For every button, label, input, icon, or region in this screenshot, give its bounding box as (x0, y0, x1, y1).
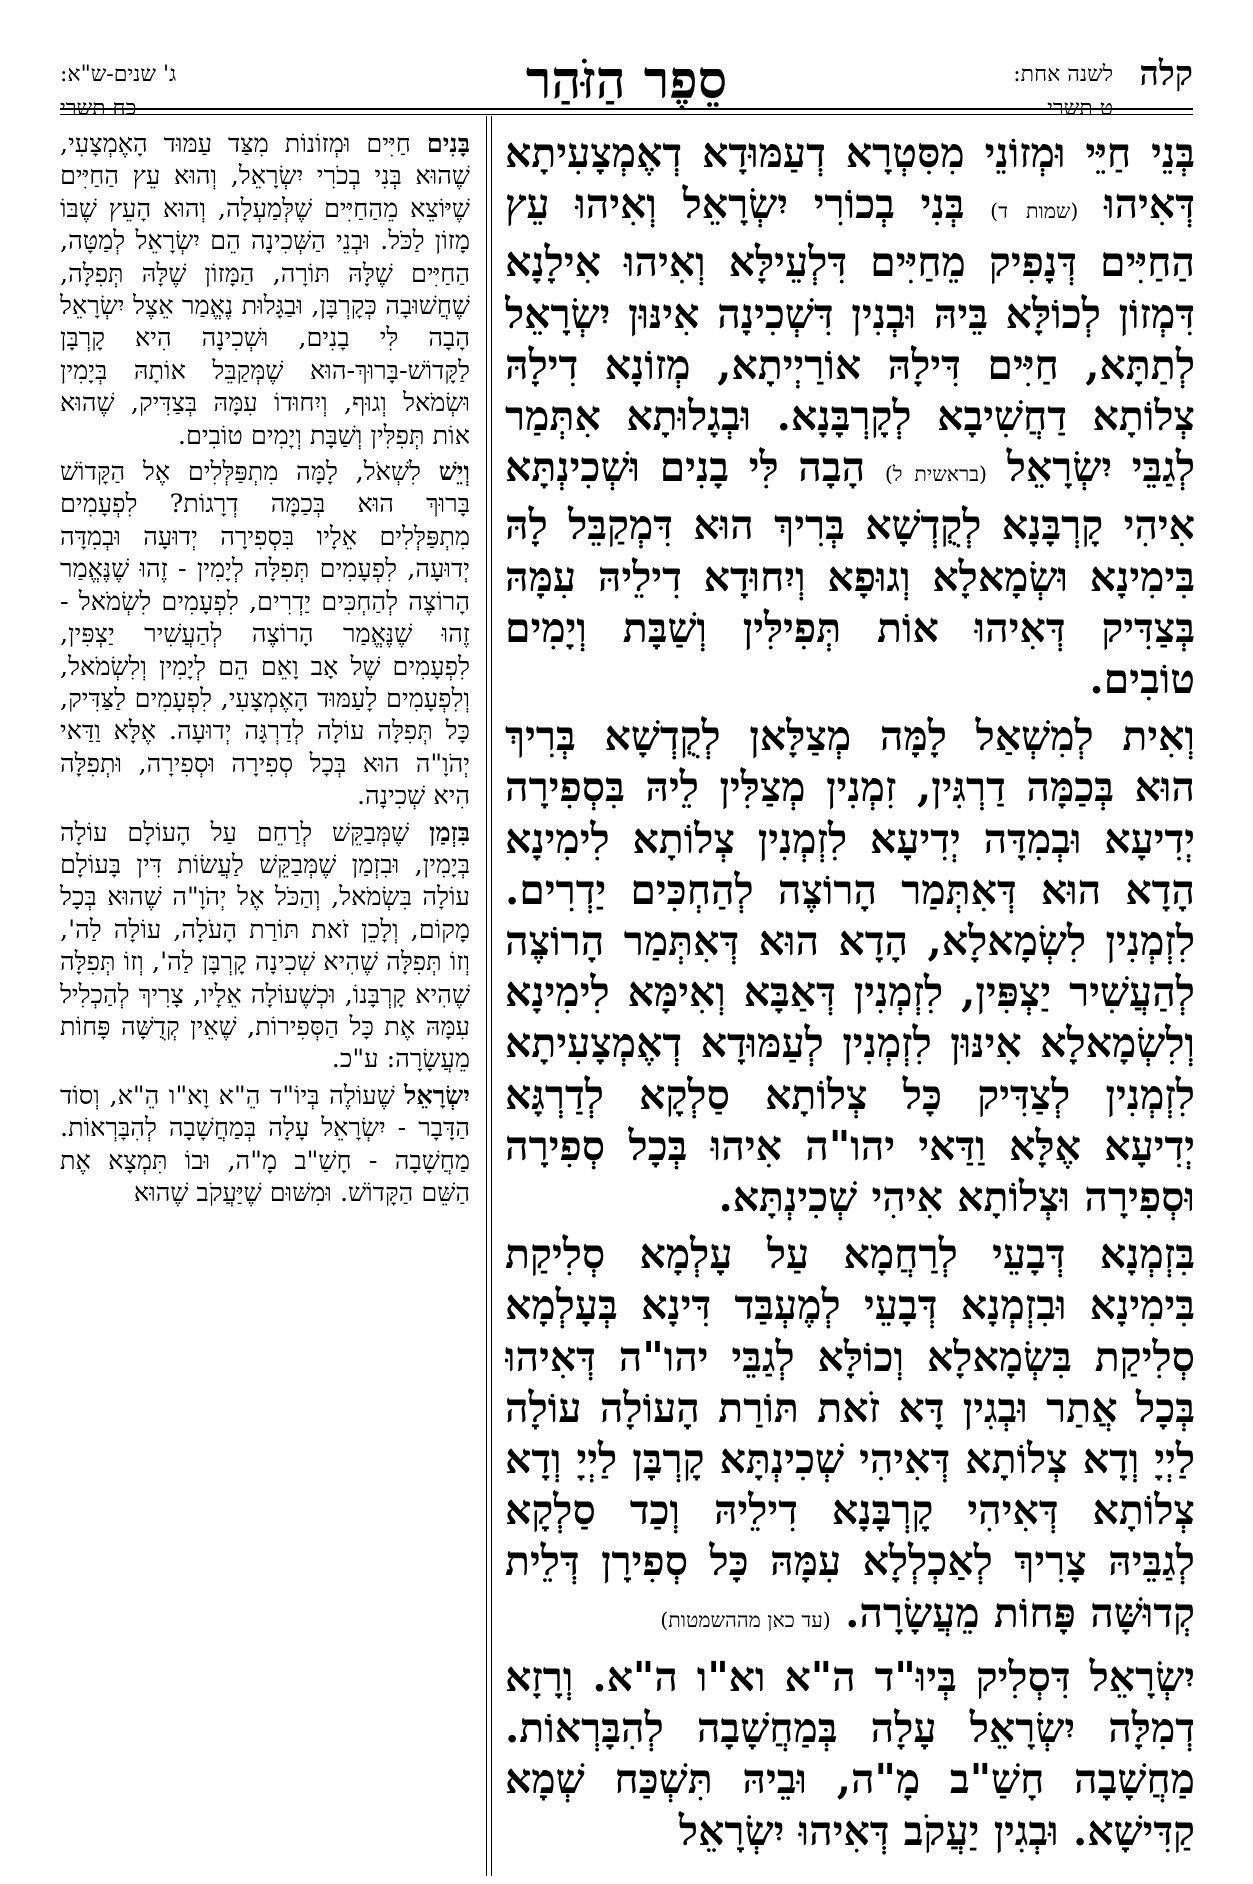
schedule-one-year-label: לשנה אחת: (1013, 62, 1113, 87)
page-header (60, 40, 1193, 130)
paragraph-lead-word: בִּזְמַן (428, 817, 470, 848)
book-title: סֵפֶר הַזֹּהַר (525, 50, 728, 111)
main-paragraph (505, 711, 1195, 1223)
paragraph-lead-word: יִשְׂרָאֵל (1089, 1652, 1195, 1701)
main-paragraph (505, 1229, 1195, 1646)
paragraph-text: בְּנִי בְכוֹרִי יִשְׂרָאֵל וְאִיהוּ עֵץ הַחַיִּים דְּנָפִיק מֵחַיִּים דִּלְעֵילָּא וְאִיהוּ אִילָנָא דִּמְזוֹן לְכוֹלָּא בֵּיהּ וּבְנִין דִּשְׁכִינָה אִינּוּן יִשְׂרָאֵל לְתַתָּא, חַיִּים דִּילָהּ אוֹרַיְיתָא, מְזוֹנָא דִילָהּ צְלוֹתָא דַחֲשִׁיבָא לְקָרְבָּנָא. וּבְגָלוּתָא אִתְּמַר לְגַבֵּי יִשְׂרָאֵל (505, 180, 1195, 492)
schedule-three-years-label: ג' שנים-ש"א: (60, 62, 177, 87)
paragraph-lead-word: וְיֵשׁ (438, 457, 470, 488)
page-number: קלה (1139, 54, 1193, 94)
side-paragraph (60, 456, 470, 812)
paragraph-lead-word: בָּנִים (426, 129, 470, 159)
paragraph-text: שֶׁעוֹלֶה בְּיוֹ"ד הֵ"א וָא"ו הֵ"א, וְסוֹד הַדָּבָר - יִשְׂרָאֵל עָלָה בְּמַחֲשָׁבָה לְהִבָּרְאוֹת. מַחֲשָׁבָה - חָשַׁ"ב מָ"ה, וּבוֹ תִּמְצָא אֶת הַשֵּׁם הַקָּדוֹשׁ. וּמִשּׁוּם שֶׁיַּעֲקֹב שֶׁהוּא (60, 1080, 470, 1208)
paragraph-text: הָבָה לִּי בָנִים וּשְׁכִינְתָּא אִיהִי קָרְבָּנָא לְקֻדְשָׁא בְּרִיךְ הוּא דִּמְקַבֵּל לָהּ בִּימִינָא וּשְׂמָאלָא וְגוּפָא וְיִחוּדָא דִילֵיהּ עִמָּהּ בְּצַדִּיק דְּאִיהוּ אוֹת תְּפִילִּין וְשַׁבָּת וְיָמִים טוֹבִים. (505, 443, 1195, 704)
omission-note: (עד כאן מההשמטות) (660, 1607, 831, 1632)
header-rule (60, 108, 1193, 110)
paragraph-text: לְמִשְׁאַל לָמָּה מְצַלָּאן לְקֻדְשָׁא בְּרִיךְ הוּא בְּכַמָּה דַרְגִּין, זִמְנִין מְצַלִּין לֵיהּ בִּסְפִירָה יְדִיעָא וּבְמִדָּה יְדִיעָא לִזְמְנִין צְלוֹתָא לִימִינָא הָדָא הוּא דְּאִתְּמַר הָרוֹצֶה לְהַחְכִּים יַדְרִים. לִזְמְנִין לִשְׂמָאלָא, הָדָא הוּא דְּאִתְּמַר הָרוֹצֶה לְהַעֲשִׁיר יַצְפִּין, לִזְמְנִין דְּאַבָּא וְאִימָּא לִימִינָא וְלִשְׂמָאלָא אִינּוּן לִזְמְנִין לְעַמּוּדָא דְאֶמְצָעִיתָא לִזְמְנִין לְצַדִּיק כָּל צְלוֹתָא סַלְקָא לְדַרְגָּא יְדִיעָא אֶלָּא וַדַּאי יהו"ה אִיהוּ בְּכָל סְפִירָה וּסְפִירָה וּצְלוֹתָא אִיהִי שְׁכִינְתָּא. (505, 712, 1195, 1222)
paragraph-lead-word: בִּזְמְנָא (1099, 1230, 1195, 1279)
scripture-reference: (שמות ד) (990, 199, 1079, 224)
paragraph-text: דִּסְלִיק בְּיוּ"ד ה"א וא"ו ה"א. וְרָזָא דְמִלָּה יִשְׂרָאֵל עָלָה בְּמַחֲשָׁבָה לְהִבָּרְאוֹת. מַחֲשָׁבָה חָשַׁ"ב מָ"ה, וּבֵיהּ תִּשְׁכַּח שְׁמָא קַדִּישָׁא. וּבְגִין יַעֲקֹב דְּאִיהוּ יִשְׂרָאֵל (505, 1652, 1195, 1855)
schedule-one-year-date: ט תשרי (1047, 96, 1113, 121)
paragraph-text: חַיִּים וּמְזוֹנוֹת מִצַּד עַמּוּד הָאֶמְצָעִי, שֶׁהוּא בְּנִי בְכֹרִי יִשְׂרָאֵל, וְהוּא עֵץ הַחַיִּים שֶׁיּוֹצֵא מֵהַחַיִּים שֶׁלְּמַעְלָה, וְהוּא הָעֵץ שֶׁבּוֹ מָזוֹן לַכֹּל. וּבְנֵי הַשְּׁכִינָה הֵם יִשְׂרָאֵל לְמַטָּה, הַחַיִּים שֶׁלָּהּ תּוֹרָה, הַמָּזוֹן שֶׁלָּהּ תְּפִלָּה, שֶׁחֲשׁוּבָה כְּקָרְבָּן, וּבַגָּלוּת נֶאֱמַר אֵצֶל יִשְׂרָאֵל הָבָה לִּי בָנִים, וּשְׁכִינָה הִיא קָרְבָּן לַקָּדוֹשׁ-בָּרוּךְ-הוּא שֶׁמְּקַבֵּל אוֹתָהּ בְּיָמִין וּשְׂמֹאל וְגוּף, וְיִחוּדוֹ עִמָּהּ בְּצַדִּיק, שֶׁהוּא אוֹת תְּפִלִּין וְשַׁבָּת וְיָמִים טוֹבִים. (60, 129, 470, 451)
main-paragraph (505, 128, 1195, 705)
paragraph-text: חַיֵּי וּמְזוֹנֵי מִסִּטְרָא דְעַמּוּדָא דְאֶמְצָעִיתָא דְּאִיהוּ (505, 129, 1195, 229)
paragraph-lead-word: וְאִית (1122, 712, 1195, 761)
paragraph-text: שֶׁמְּבַקֵּשׁ לְרַחֵם עַל הָעוֹלָם עוֹלָה בְּיָמִין, וּבִזְמַן שֶׁמְּבַקֵּשׁ לַעֲשׂוֹת דִּין בָּעוֹלָם עוֹלָה בִּשְׂמֹאל, וְהַכֹּל אֶל יְהֹוָ"ה שֶׁהוּא בְּכָל מָקוֹם, וְלָכֵן זֹאת תּוֹרַת הָעֹלָה, עוֹלָה לַה', וְזוֹ תְּפִלָּה שֶׁהִיא שְׁכִינָה קָרְבָּן לַה', וְזוֹ תְּפִלָּה שֶׁהִיא קָרְבָּנוֹ, וּכְשֶׁעוֹלָה אֵלָיו, צָרִיךְ לְהַכְלִיל עִמָּהּ אֶת כָּל הַסְּפִירוֹת, שֶׁאֵין קְדֻשָּׁה פָּחוֹת מֵעֲשָׂרָה: ע"כ. (60, 817, 470, 1075)
paragraph-lead-word: יִשְׂרָאֵל (404, 1080, 470, 1111)
schedule-three-years (60, 58, 176, 126)
paragraph-lead-word: בְּנֵי (1151, 129, 1195, 177)
side-paragraph (60, 817, 470, 1076)
scripture-reference: (בראשית ל) (884, 462, 988, 487)
side-paragraph (60, 1080, 470, 1210)
hebrew-translation-column (60, 128, 470, 1858)
side-paragraph (60, 128, 470, 452)
header-rule-thin (60, 114, 1193, 115)
paragraph-text: דְּבָעֵי לְרַחֲמָא עַל עָלְמָא סְלִיקַת בִּימִינָא וּבִזְמְנָא דְּבָעֵי לְמֶעְבַּד דִּינָא בְּעָלְמָא סְלִיקַת בִּשְׂמָאלָא וְכוֹלָּא לְגַבֵּי יהו"ה דְּאִיהוּ בְּכָל אֲתַר וּבְגִין דָּא זֹאת תּוֹרַת הָעוֹלָה עוֹלָה לַיְיָ וְדָא צְלוֹתָא דְּאִיהִי שְׁכִינְתָּא קָרְבָּן לַיְיָ וְדָא צְלוֹתָא דְּאִיהִי קָרְבָּנָא דִילֵיהּ וְכַד סַלְקָא לְגַבֵּיהּ צָרִיךְ לְאַכְלְלָא עִמָּהּ כָּל סְפִירָן דְּלֵית קְדוּשָּׁה פָּחוֹת מֵעֲשָׂרָה. (505, 1230, 1195, 1637)
aramaic-text-column (505, 128, 1195, 1858)
column-divider (486, 116, 487, 1876)
schedule-three-years-date: כח תשרי (60, 96, 137, 121)
main-paragraph (505, 1652, 1195, 1857)
column-divider-inner (491, 116, 492, 1876)
paragraph-text: לִשְׁאֹל, לָמָּה מִתְפַּלְּלִים אֶל הַקָּדוֹשׁ בָּרוּךְ הוּא בְּכַמָּה דְרָגוֹת? לִפְעָמִים מִתְפַּלְּלִים אֵלָיו בִּסְפִירָה יְדוּעָה וּבְמִדָּה יְדוּעָה, לִפְעָמִים תְּפִלָּה לְיָמִין - זֶהוּ שֶׁנֶּאֱמַר הָרוֹצֶה לְהַחְכִּים יַדְרִים, לִפְעָמִים לִשְׂמֹאל - זֶהוּ שֶׁנֶּאֱמַר הָרוֹצֶה לְהַעֲשִׁיר יַצְפִּין, לִפְעָמִים שֶׁל אָב וָאֵם הֵם לְיָמִין וְלִשְׂמֹאל, וְלִפְעָמִים לָעַמּוּד הָאֶמְצָעִי, לִפְעָמִים לַצַּדִּיק, כָּל תְּפִלָּה עוֹלָה לְדַרְגָּה יְדוּעָה. אֶלָּא וַדַּאי יְהֹוָ"ה הוּא בְּכָל סְפִירָה וּסְפִירָה, וּתְפִלָּה הִיא שְׁכִינָה. (60, 457, 470, 812)
